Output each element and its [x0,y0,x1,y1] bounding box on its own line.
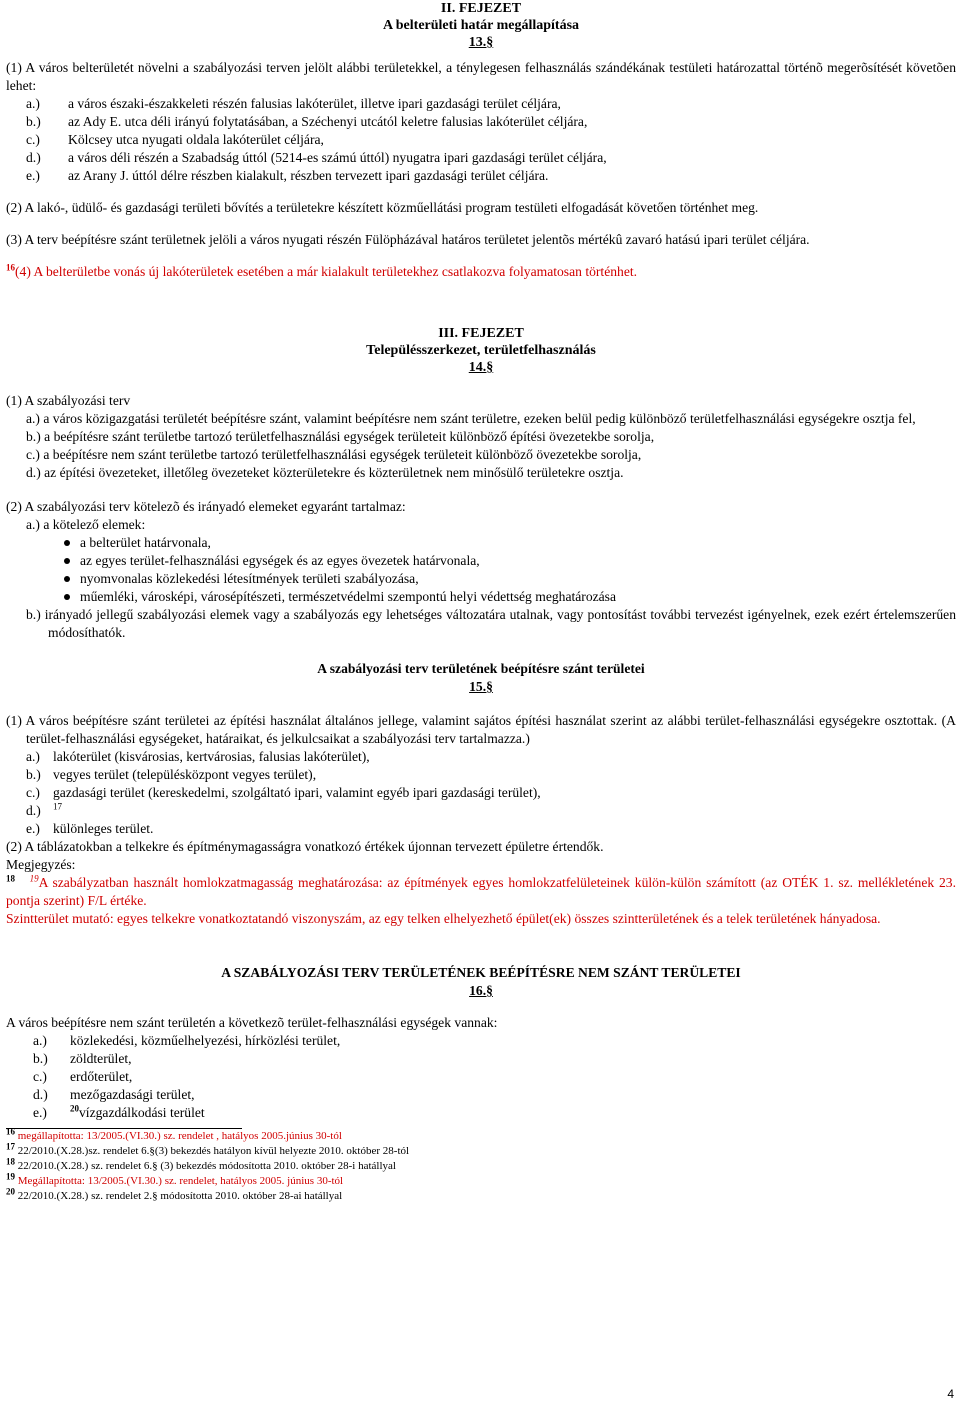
chapter-3-title: III. FEJEZET [438,326,524,341]
s14-mandatory-label: a.) a kötelező elemek: [26,517,146,532]
s16-intro: A város beépítésre nem szánt területén a következõ terület-felhasználási egységek vannak: [6,1015,498,1030]
footnote-item: $^{19}$ Megállapította: 13/2005.(VI.30.) sz. rendelet, hatályos 2005. június 30-tól [6,1171,344,1187]
list-item: c.) gazdasági terület (kereskedelmi, szolgáltató ipari, valamint egyéb ipari gazdasági terület), [26,785,541,800]
list-item: b.) zöldterület, [33,1051,132,1066]
section-13-heading: 13.§ [468,35,494,50]
s14-guidance: b.) irányadó jellegű szabályozási elemek vagy a szabályozás egy lehetséges változatára utalnak, vagy pontosítást további tervezést igényelnek, ezek ezért értelemszerűen módosíthatók. [26,607,956,640]
section-16-title: A SZABÁLYOZÁSI TERV TERÜLETÉNEK BEÉPÍTÉSRE NEM SZÁNT TERÜLETEI [221,965,741,980]
list-item: c.) erdőterület, [33,1069,133,1084]
list-item: a.) lakóterület (kisvárosias, kertvárosias, falusias lakóterület), [26,749,370,764]
list-item: c.) a beépítésre nem szánt területbe tartozó területfelhasználási egységek területeit különböző övezetekbe sorolja, [26,447,642,462]
bullet-item: műemléki, városképi, városépítészeti, természetvédelmi szempontú helyi védettség meghatározása [64,588,956,606]
s14-paragraph-1: (1) A szabályozási terv [6,393,131,408]
s13-paragraph-1: (1) A város belterületét növelni a szabályozási terven jelölt alábbi területekkel, a ténylegesen felhasználás szándékának testületi határozattal történõ megerõsítését követõen lehet: [6,60,956,93]
s14-list [6,410,956,482]
s15-paragraph-2: (2) A táblázatokban a telkekre és építménymagasságra vonatkozó értékek újonnan tervezett épületre értendők. [6,839,604,854]
list-item: d.) az építési övezeteket, illetőleg övezeteket közterületekre és közterületnek nem minősülő területekre osztja. [26,465,624,480]
section-14-heading: 14.§ [468,360,494,375]
section-15-heading: 15.§ [469,679,493,694]
s15-note-label: Megjegyzés: [6,857,76,872]
footnote-item: $^{17}$ 22/2010.(X.28.)sz. rendelet 6.§(3) bekezdés hatályon kívül helyezte 2010. október 28-tól [6,1141,410,1157]
footnote-item: $^{20}$ 22/2010.(X.28.) sz. rendelet 2.§ módosította 2010. október 28-ai hatállyal [6,1186,343,1202]
chapter-2-title: II. FEJEZET [440,1,522,16]
s13-paragraph-2: (2) A lakó-, üdülő- és gazdasági területi bővítés a területekre készített közműellátási program testületi elfogadását követően történhet meg. [6,200,759,215]
s14-bullet-list [6,534,956,606]
list-item: a.) közlekedési, közműelhelyezési, hírközlési terület, [33,1033,341,1048]
list-item: e.) különleges terület. [26,821,154,836]
list-item: b.) vegyes terület (településközpont vegyes terület), [26,767,317,782]
footnote-ref: 17 [53,801,62,812]
s13-list [6,95,956,185]
s13-paragraph-3: (3) A terv beépítésre szánt területnek jelöli a város nyugati részén Fülöpházával határos területet jelentõs mértékû zavaró hatású ipari terület céljára. [6,232,810,247]
page-number: 4 [947,1387,954,1401]
s15-note: $^{18}$ $^{19}$A szabályzatban használt homlokzatmagasság meghatározása: az építmények egyes homlokzatfelületeinek külön-külön számított (az OTÉK 1. sz. mellékletének 23. pontja szerint) F/L értéke. [6,873,956,908]
footnote-ref: 18 [6,873,15,884]
bullet-item: a belterület határvonala, [64,534,956,552]
bullet-item: nyomvonalas közlekedési létesítmények területi szabályozása, [64,570,956,588]
s13-paragraph-4: $^{16}$(4) A belterületbe vonás új lakóterületek esetében a már kialakult területekhez csatlakozva folyamatosan történhet. [6,262,638,279]
footnote-ref: 19 [29,873,39,884]
list-item: b.) az Ady E. utca déli irányú folytatásában, a Széchenyi utcától keletre falusias lakóterület céljára, [26,114,588,129]
list-item: b.) a beépítésre szánt területbe tartozó területfelhasználási egységek területeit különböző építési övezetekbe sorolja, [26,429,655,444]
list-item: e.) $^{20}$vízgazdálkodási terület [33,1103,205,1120]
footnote-ref: 16 [6,262,15,273]
list-item: e.) az Arany J. úttól délre részben kialakult, részben tervezett ipari gazdasági terület céljára. [26,168,549,183]
section-16-heading: 16.§ [469,983,493,998]
chapter-2-subtitle: A belterületi határ megállapítása [382,18,580,33]
chapter-3-subtitle: Településszerkezet, területfelhasználás [366,343,596,358]
document-page [6,0,956,1204]
s16-list [6,1032,956,1122]
list-item: d.) $^{17}$ [26,801,62,818]
footnotes [6,1126,956,1204]
s15-paragraph-1: (1) A város beépítésre szánt területei az építési használat általános jellege, valamint sajátos építési használat szerint az alábbi terület-felhasználási egységekre osztottak. (A terület-felhasználási egységeket, határaikat, és jelkulcsaikat a szabályozási terv tartalmazza.) [6,713,956,746]
list-item: a.) a város északi-északkeleti részén falusias lakóterület, illetve ipari gazdasági terület céljára, [26,96,561,111]
section-15-title: A szabályozási terv területének beépítésre szánt területei [317,661,645,676]
list-item: d.) mezőgazdasági terület, [33,1087,195,1102]
footnote-item: $^{18}$ 22/2010.(X.28.) sz. rendelet 6.§ (3) bekezdés módosította 2010. október 28-i hatállyal [6,1156,396,1172]
list-item: d.) a város déli részén a Szabadság úttól (5214-es számú úttól) nyugatra ipari gazdasági terület céljára, [26,150,607,165]
s14-paragraph-2: (2) A szabályozási terv kötelezõ és irányadó elemeket egyaránt tartalmaz: [6,499,406,514]
footnote-item: $^{16}$ megállapította: 13/2005.(VI.30.) sz. rendelet , hatályos 2005.június 30-tól [6,1126,342,1142]
s15-list [6,748,956,838]
list-item: c.) Kölcsey utca nyugati oldala lakóterület céljára, [26,132,324,147]
list-item: a.) a város közigazgatási területét beépítésre szánt, valamint beépítésre nem szánt területre, ezeken belül pedig különböző területfelhasználási egységekre osztja fel, [26,411,916,426]
footnote-ref: 20 [70,1103,79,1114]
s15-note-2: Szintterület mutató: egyes telkekre vonatkoztatandó viszonyszám, az egy telken elhelyezhető épület(ek) összes szintterületének és a telek területének hányadosa. [6,911,881,926]
bullet-item: az egyes terület-felhasználási egységek és az egyes övezetek határvonala, [64,552,480,570]
